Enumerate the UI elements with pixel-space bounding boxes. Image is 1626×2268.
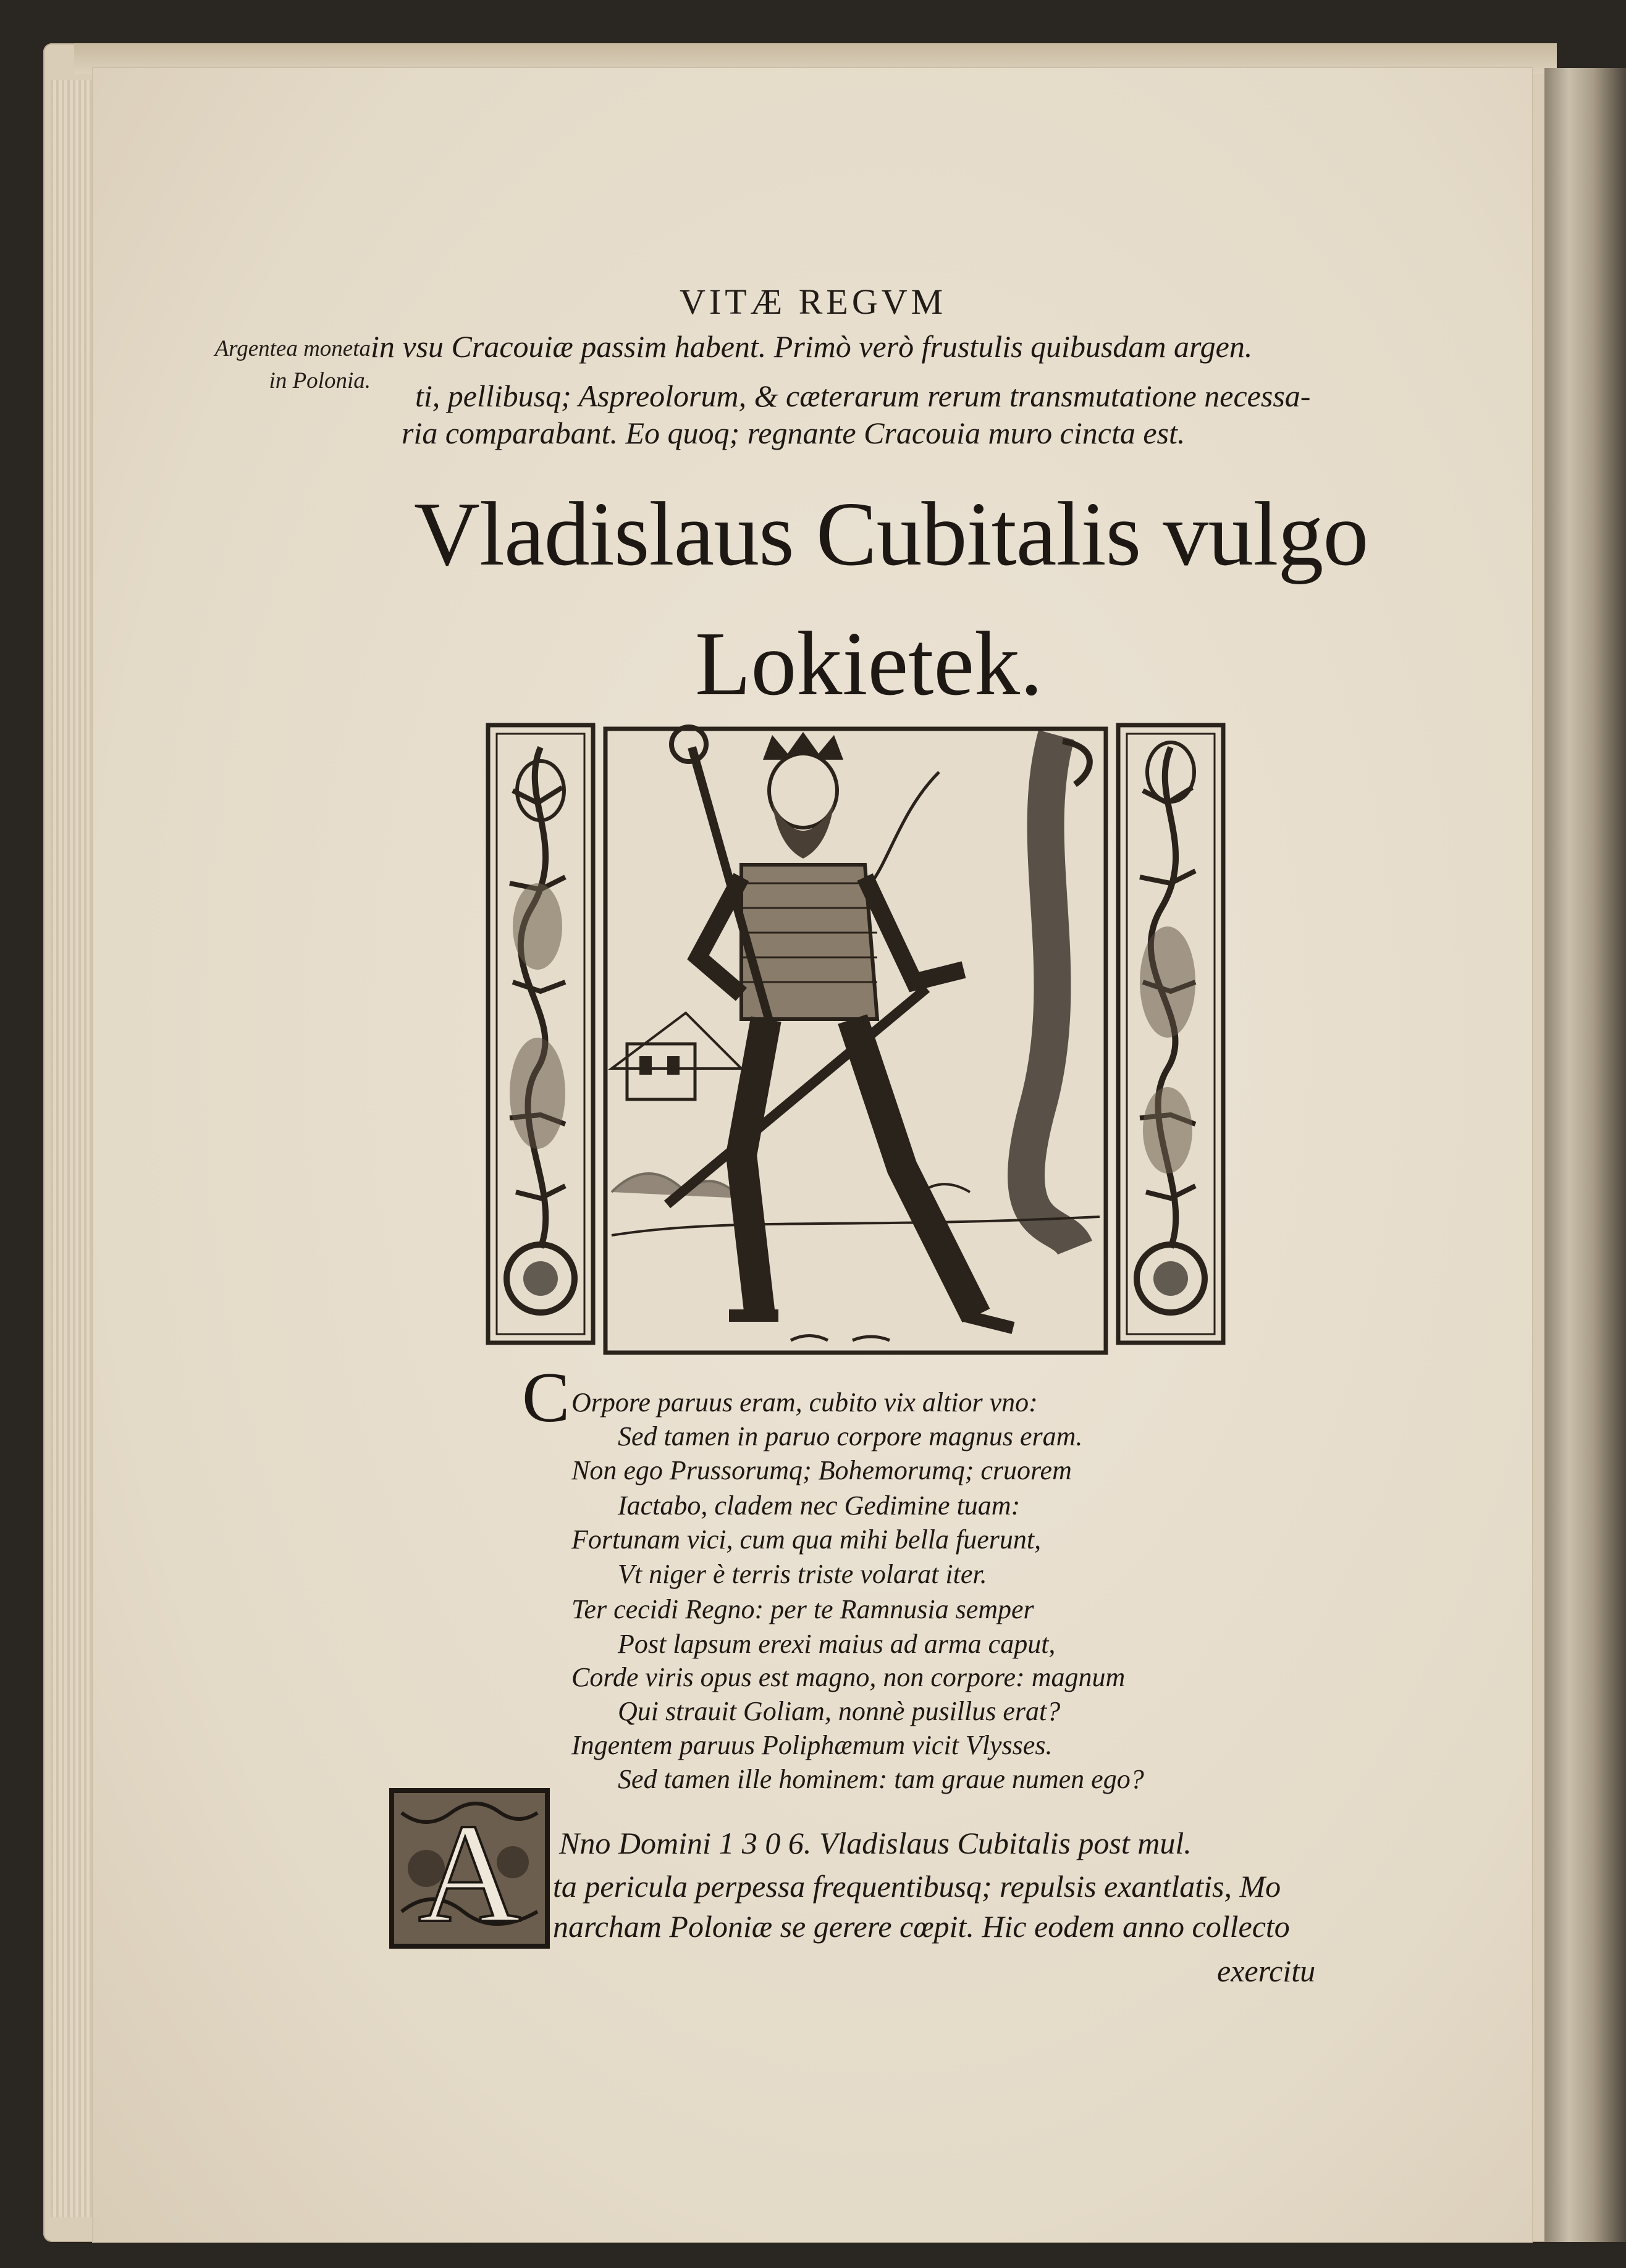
poem-line: Non ego Prussorumq; Bohemorumq; cruorem [571, 1455, 1072, 1485]
prose-line: narcham Poloniæ se gerere cœpit. Hic eodem anno collecto [553, 1909, 1290, 1944]
page-edges [51, 80, 94, 2217]
intro-line-3: ria comparabant. Eo quoq; regnante Cracouia muro cincta est. [402, 416, 1186, 450]
drop-cap-letter: A [418, 1794, 521, 1949]
chapter-title-line-1: Vladislaus Cubitalis vulgo [414, 484, 1368, 585]
intro-line-2: ti, pellibusq; Aspreolorum, & cæterarum rerum transmutatione necessa- [415, 379, 1311, 413]
poem-line: Vt niger è terris triste volarat iter. [618, 1559, 987, 1589]
prose-line: Nno Domini 1 3 0 6. Vladislaus Cubitalis post mul. [559, 1826, 1192, 1860]
running-head: VITÆ REGVM [680, 282, 947, 322]
marginal-note-line-2: in Polonia. [269, 368, 371, 393]
poem-line: Corde viris opus est magno, non corpore: magnum [571, 1662, 1126, 1692]
intro-line-1: in vsu Cracouiæ passim habent. Primò verò frustulis quibusdam argen. [371, 329, 1253, 364]
decorated-initial [389, 1788, 550, 1949]
chapter-title-line-2: Lokietek. [695, 613, 1043, 715]
catchword: exercitu [1217, 1954, 1316, 1988]
woodcut-portrait [482, 723, 1229, 1359]
poem-line: Ter cecidi Regno: per te Ramnusia semper [571, 1594, 1034, 1624]
poem-line: Sed tamen ille hominem: tam graue numen ego? [618, 1764, 1144, 1794]
book-gutter [1544, 68, 1626, 2242]
woodcut-left-border [488, 725, 593, 1343]
poem-line: Orpore paruus eram, cubito vix altior vno: [571, 1387, 1038, 1418]
poem-initial: C [522, 1358, 570, 1437]
poem-line: Sed tamen in paruo corpore magnus eram. [618, 1421, 1083, 1451]
poem-line: Fortunam vici, cum qua mihi bella fuerunt, [571, 1524, 1042, 1555]
prose-line: ta pericula perpessa frequentibusq; repulsis exantlatis, Mo [553, 1869, 1281, 1904]
marginal-note-line-1: Argentea moneta [214, 336, 371, 361]
woodcut-central-scene [605, 727, 1106, 1353]
poem-line: Iactabo, cladem nec Gedimine tuam: [618, 1490, 1021, 1521]
poem-line: Qui strauit Goliam, nonnè pusillus erat? [618, 1696, 1061, 1726]
woodcut-right-border [1118, 725, 1223, 1343]
poem-line: Ingentem paruus Poliphæmum vicit Vlysses. [571, 1730, 1053, 1760]
poem-line: Post lapsum erexi maius ad arma caput, [618, 1629, 1056, 1659]
